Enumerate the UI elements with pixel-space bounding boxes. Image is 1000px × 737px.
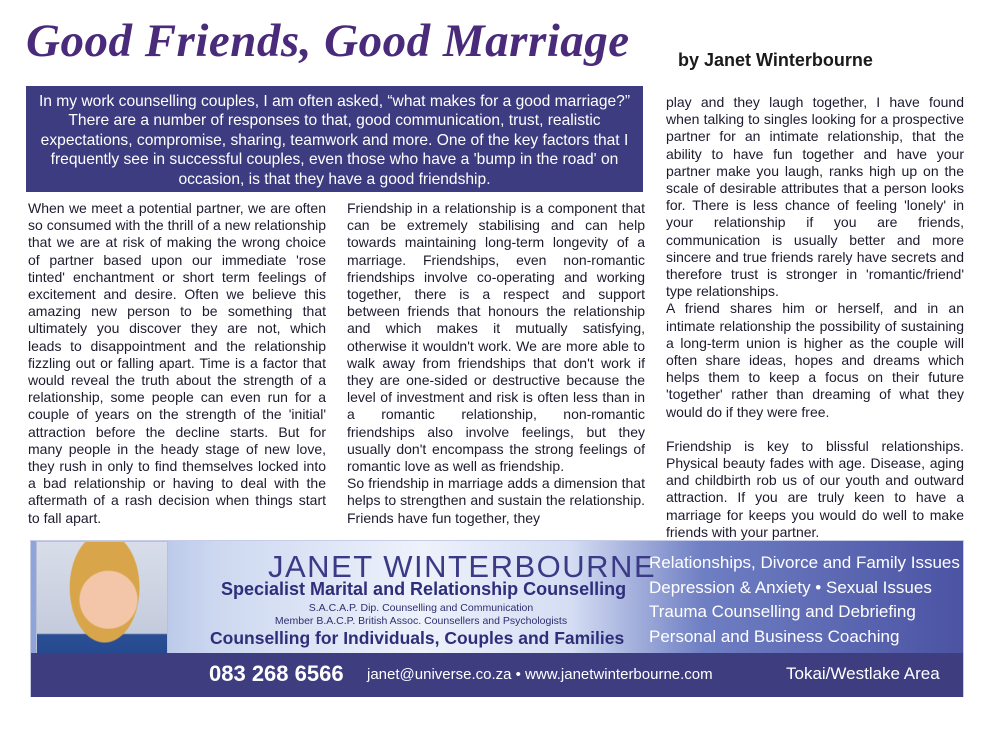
- ad-name: JANET WINTERBOURNE: [268, 549, 657, 584]
- list-item: Depression & Anxiety • Sexual Issues: [649, 577, 932, 597]
- paragraph: play and they laugh together, I have found when talking to singles looking for a prospective partner for an intimate relationship, that the ability to have fun together and have your partner make you laugh, ranks high up on the scale of desirable attributes that a person looks for. There is less chance of feeling 'lonely' in your relationship if you are friends, communication is usually better and more sincere and true friends rarely have secrets and therefore trust is stronger in 'romantic/friend' type relationships.: [666, 94, 964, 300]
- paragraph: Friendship is key to blissful relationships. Physical beauty fades with age. Disease, aging and childbirth rob us of our youth and outward attraction. If you are truly keen to have a marriage for keeps you would do well to make friends with your partner.: [666, 437, 964, 540]
- intro-box: In my work counselling couples, I am often asked, “what makes for a good marriage?” There are a number of responses to that, good communication, trust, realistic expectations, compromise, sharing, teamwork and more. One of the key factors that I frequently see in successful couples, even those who have a 'bump in the road' on occasion, is that they have a good friendship.: [26, 86, 643, 192]
- paragraph: So friendship in marriage adds a dimension that helps to strengthen and sustain the relationship. Friends have fun together, they: [347, 475, 645, 526]
- paragraph: Friendship in a relationship is a component that can be extremely stabilising and can help towards maintaining long-term longevity of a marriage. Friendships, even non-romantic friendships involve co-operating and working together, there is a respect and support between friends that honours the relationship and which makes it mutually satisfying, otherwise it wouldn't work. We are more able to walk away from friendships that don't work if they are one-sided or destructive because the level of investment and risk is often less than in a romantic relationship, non-romantic friendships also involve feelings, but they usually don't encompass the strong feelings of romantic love as well as friendship.: [347, 200, 645, 475]
- ad-contact: janet@universe.co.za • www.janetwinterbourne.com: [367, 666, 713, 683]
- article-byline: by Janet Winterbourne: [678, 50, 873, 70]
- list-item: Personal and Business Coaching: [649, 626, 900, 646]
- ad-services-line: Counselling for Individuals, Couples and Families: [210, 628, 625, 648]
- column-1: [28, 200, 326, 527]
- column-3: [666, 94, 964, 541]
- list-item: Trauma Counselling and Debriefing: [649, 602, 916, 621]
- article-title: Good Friends, Good Marriage: [26, 15, 630, 67]
- paragraph: When we meet a potential partner, we are often so consumed with the thrill of a new relationship that we are at risk of making the wrong choice of partner based upon our immediate 'rose tinted' enchantment or short term feelings of excitement and desire. Often we believe this amazing new person to be something that ultimately you discover they are not, which leads to disappointment and the relationship fizzling out or falling apart. Time is a factor that would reveal the truth about the strength of a relationship, some people can even run for a couple of years on the strength of the 'initial' attraction before the decline starts. But for many people in the heady stage of new love, they rush in only to find themselves locked into a bad relationship or having to deal with the aftermath of a rash decision when things start to fall apart.: [28, 200, 326, 526]
- ad-specialty: Specialist Marital and Relationship Counselling: [221, 579, 627, 599]
- ad-services-list: [649, 551, 960, 649]
- ad-qualification: Member B.A.C.P. British Assoc. Counsellers and Psychologists: [274, 615, 568, 627]
- ad-area: Tokai/Westlake Area: [786, 664, 940, 683]
- list-item: Relationships, Divorce and Family Issues: [649, 553, 960, 572]
- contact-bar: [31, 653, 963, 697]
- ad-qualification: S.A.C.A.P. Dip. Counselling and Communication: [308, 602, 534, 614]
- column-2: [347, 200, 645, 527]
- paragraph: A friend shares him or herself, and in an intimate relationship the possibility of sustaining a long-term union is higher as the couple will often share ideas, hopes and dreams which helps them to keep a focus on their future 'together' rather than dreaming of what they would do if they were free.: [666, 300, 964, 420]
- ad-phone: 083 268 6566: [209, 661, 344, 686]
- advertisement-banner: [30, 540, 964, 697]
